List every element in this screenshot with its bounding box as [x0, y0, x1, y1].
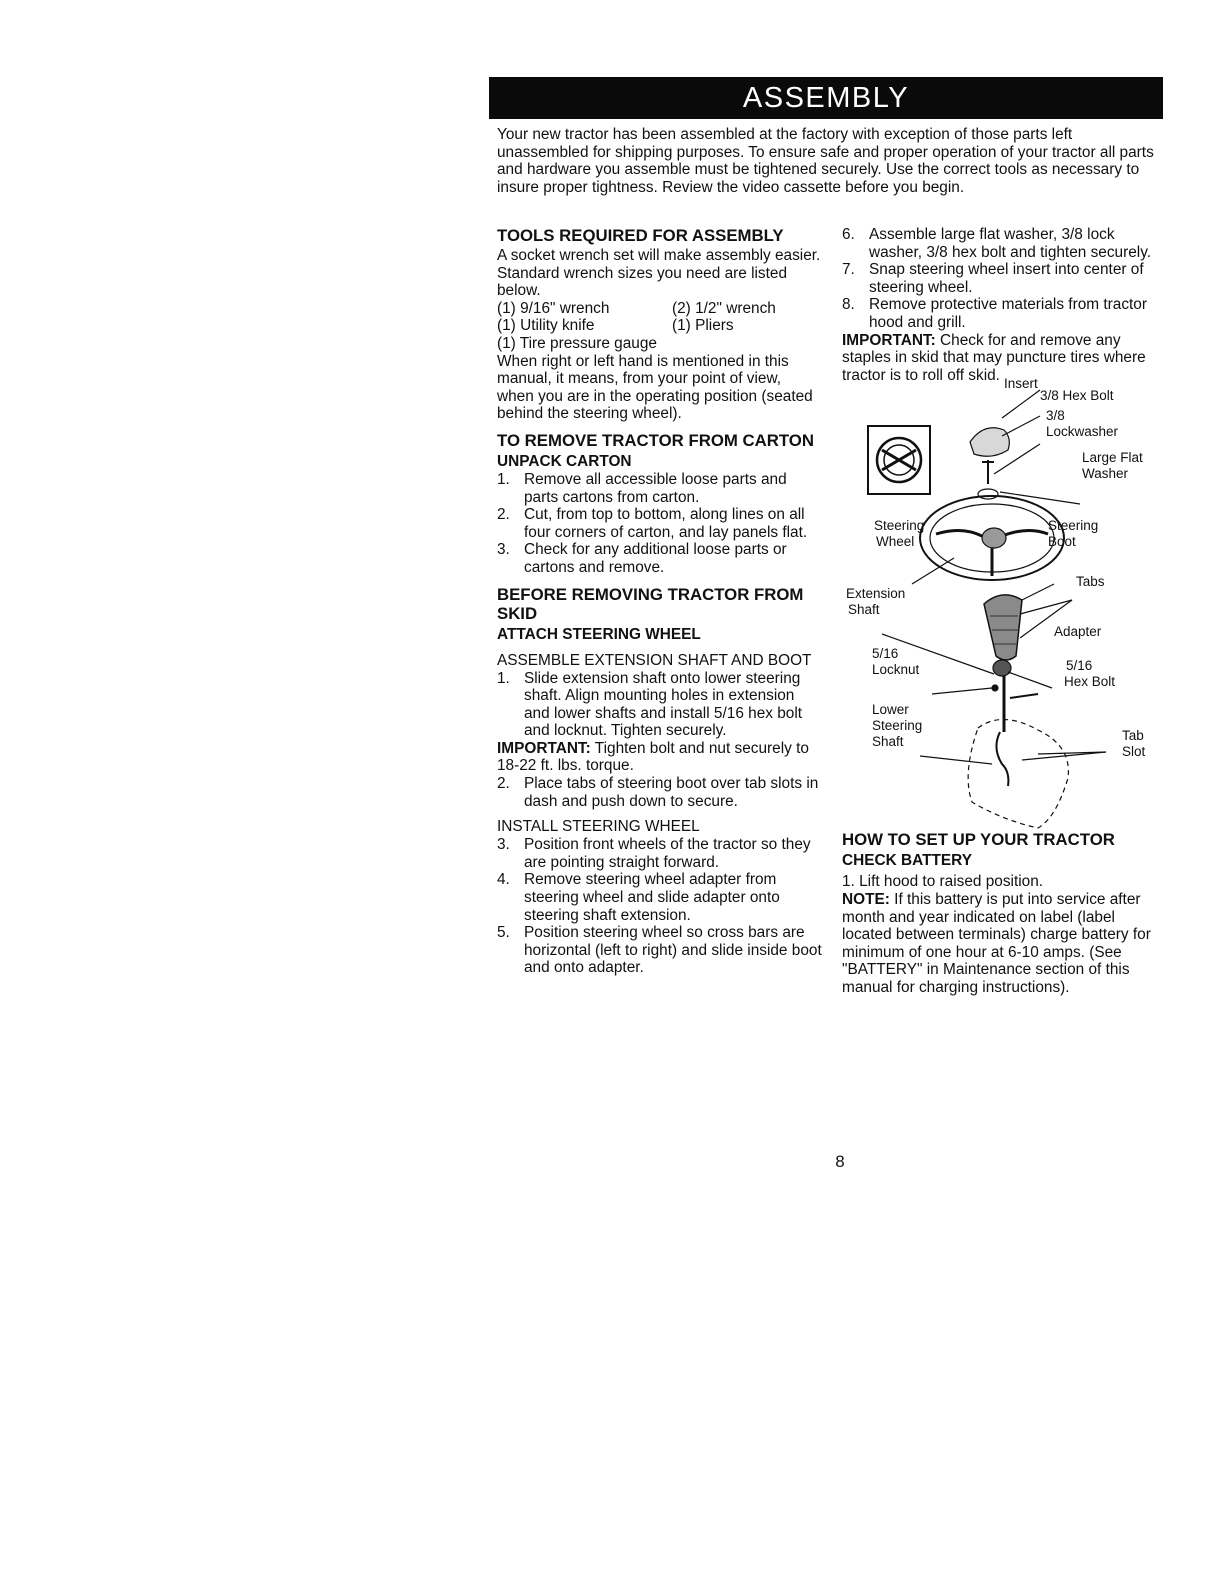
- list-item: [497, 775, 822, 810]
- step-number: 4.: [497, 871, 510, 889]
- important-text: Tighten bolt and nut securely to 18-22 ft. lbs. torque.: [497, 739, 809, 775]
- important-text: Check for and remove any staples in skid that may puncture tires where tractor is to roll off skid.: [842, 331, 1146, 384]
- step-number: 2.: [497, 775, 510, 793]
- label-adapter: Adapter: [1054, 624, 1102, 640]
- step-text: Assemble large flat washer, 3/8 lock washer, 3/8 hex bolt and tighten securely.: [869, 226, 1152, 261]
- tool-item: (1) 9/16" wrench: [497, 299, 610, 317]
- step-text: Remove all accessible loose parts and parts cartons from carton.: [524, 470, 787, 506]
- unpack-steps: [497, 471, 822, 577]
- step-text: Remove steering wheel adapter from steering wheel and slide adapter onto steering shaft extension.: [524, 871, 780, 924]
- tools-row: [497, 300, 822, 318]
- list-item: [842, 226, 1167, 261]
- list-item: [497, 670, 822, 740]
- intro-paragraph: Your new tractor has been assembled at the factory with exception of those parts left unassembled for shipping purposes. To ensure safe and proper operation of your tractor all parts and hardware you assemble must be tightened securely. Use the correct tools as necessary to insure proper tightness. Review the video cassette before you begin.: [497, 126, 1154, 196]
- right-column: [842, 226, 1167, 997]
- label-hexbolt-516-a: 5/16: [1066, 658, 1093, 674]
- important-note: [497, 740, 822, 775]
- list-item: [842, 296, 1167, 331]
- setup-heading: HOW TO SET UP YOUR TRACTOR: [842, 830, 1115, 850]
- tool-item: (2) 1/2" wrench: [672, 299, 776, 317]
- label-steering-wheel-a: Steering: [874, 518, 925, 534]
- tool-item: (1) Pliers: [672, 317, 734, 335]
- step-text: Place tabs of steering boot over tab slots in dash and push down to secure.: [524, 775, 819, 810]
- tools-row: [497, 335, 822, 353]
- tool-item: (1) Utility knife: [497, 317, 595, 335]
- label-tabs: Tabs: [1076, 574, 1105, 590]
- list-item: [497, 541, 822, 576]
- page-number: 8: [835, 1152, 845, 1171]
- label-locknut-a: 5/16: [872, 646, 899, 662]
- banner-title: ASSEMBLY: [742, 82, 910, 114]
- important-label: IMPORTANT:: [842, 331, 936, 349]
- label-lockwasher-38-a: 3/8: [1046, 408, 1065, 424]
- label-extension-a: Extension: [846, 586, 906, 602]
- step-number: 1.: [497, 669, 510, 687]
- step-number: 2.: [497, 506, 510, 524]
- extension-steps: [497, 670, 822, 740]
- step-text: Slide extension shaft onto lower steering shaft. Align mounting holes in extension and lower shafts and install 5/16 hex bolt and locknut. Tighten securely.: [524, 669, 803, 740]
- label-steering-wheel-b: Wheel: [876, 534, 915, 550]
- step-text: Remove protective materials from tractor hood and grill.: [869, 296, 1147, 331]
- step-number: 3.: [497, 836, 510, 854]
- list-item: [497, 506, 822, 541]
- label-hexbolt-516-b: Hex Bolt: [1064, 674, 1116, 690]
- label-locknut-b: Locknut: [872, 662, 920, 678]
- step-number: 6.: [842, 226, 855, 243]
- label-steering-boot-b: Boot: [1048, 534, 1076, 550]
- tool-item: (1) Tire pressure gauge: [497, 334, 657, 352]
- label-large-flat-b: Washer: [1082, 466, 1129, 482]
- step-number: 5.: [497, 924, 510, 942]
- boot-steps: [497, 775, 822, 810]
- setup-step-1: 1. Lift hood to raised position.: [842, 873, 1044, 891]
- tools-heading: TOOLS REQUIRED FOR ASSEMBLY: [497, 226, 784, 245]
- label-steering-boot-a: Steering: [1048, 518, 1099, 534]
- label-lockwasher-38-b: Lockwasher: [1046, 424, 1119, 440]
- attach-wheel-subheading: ATTACH STEERING WHEEL: [497, 625, 701, 643]
- step-text: Snap steering wheel insert into center of steering wheel.: [869, 261, 1144, 296]
- step-number: 1.: [497, 470, 510, 488]
- label-lower-b: Steering: [872, 718, 923, 734]
- label-hex-bolt-38: 3/8 Hex Bolt: [1040, 388, 1114, 404]
- label-extension-b: Shaft: [848, 602, 880, 618]
- step-number: 7.: [842, 261, 855, 279]
- step-text: Position front wheels of the tractor so they are pointing straight forward.: [524, 836, 811, 871]
- list-item: [497, 871, 822, 924]
- list-item: [497, 836, 822, 871]
- left-column: [497, 226, 822, 977]
- section-banner: [489, 77, 1163, 119]
- tools-text: A socket wrench set will make assembly easier. Standard wrench sizes you need are listed below.: [497, 247, 821, 300]
- install-wheel-subheading: INSTALL STEERING WHEEL: [497, 818, 700, 836]
- step-text: Cut, from top to bottom, along lines on all four corners of carton, and lay panels flat.: [524, 506, 808, 541]
- step-number: 8.: [842, 296, 855, 314]
- unpack-carton-subheading: UNPACK CARTON: [497, 452, 632, 470]
- label-lower-a: Lower: [872, 702, 909, 718]
- steering-assembly-diagram: [842, 376, 1167, 830]
- check-battery-subheading: CHECK BATTERY: [842, 852, 972, 870]
- label-insert: Insert: [1004, 376, 1038, 392]
- orientation-note: When right or left hand is mentioned in this manual, it means, from your point of view, when you are in the operating position (seated behind the steering wheel).: [497, 352, 813, 423]
- list-item: [497, 924, 822, 977]
- before-skid-heading: BEFORE REMOVING TRACTOR FROM SKID: [497, 584, 804, 623]
- note-text: If this battery is put into service after month and year indicated on label (label located between terminals) charge battery for minimum of one hour at 6-10 amps. (See "BATTERY" in Maintenance section of this manual for charging instructions).: [842, 890, 1151, 996]
- label-tab-b: Slot: [1122, 744, 1146, 760]
- list-item: [842, 261, 1167, 296]
- important-label: IMPORTANT:: [497, 739, 591, 757]
- step-text: Check for any additional loose parts or cartons and remove.: [524, 541, 787, 576]
- note-label: NOTE:: [842, 890, 890, 908]
- tools-list: [497, 300, 822, 353]
- remove-carton-heading: TO REMOVE TRACTOR FROM CARTON: [497, 430, 814, 450]
- battery-note: [842, 891, 1167, 997]
- list-item: [497, 471, 822, 506]
- label-tab-a: Tab: [1122, 728, 1144, 744]
- label-large-flat-a: Large Flat: [1082, 450, 1143, 466]
- step-text: Position steering wheel so cross bars are horizontal (left to right) and slide inside boot and onto adapter.: [524, 924, 822, 977]
- label-lower-c: Shaft: [872, 734, 904, 750]
- install-steps: [497, 836, 822, 977]
- tools-row: [497, 317, 822, 335]
- step-number: 3.: [497, 541, 510, 559]
- extension-subheading: ASSEMBLE EXTENSION SHAFT AND BOOT: [497, 651, 812, 669]
- wheel-steps: [842, 226, 1167, 332]
